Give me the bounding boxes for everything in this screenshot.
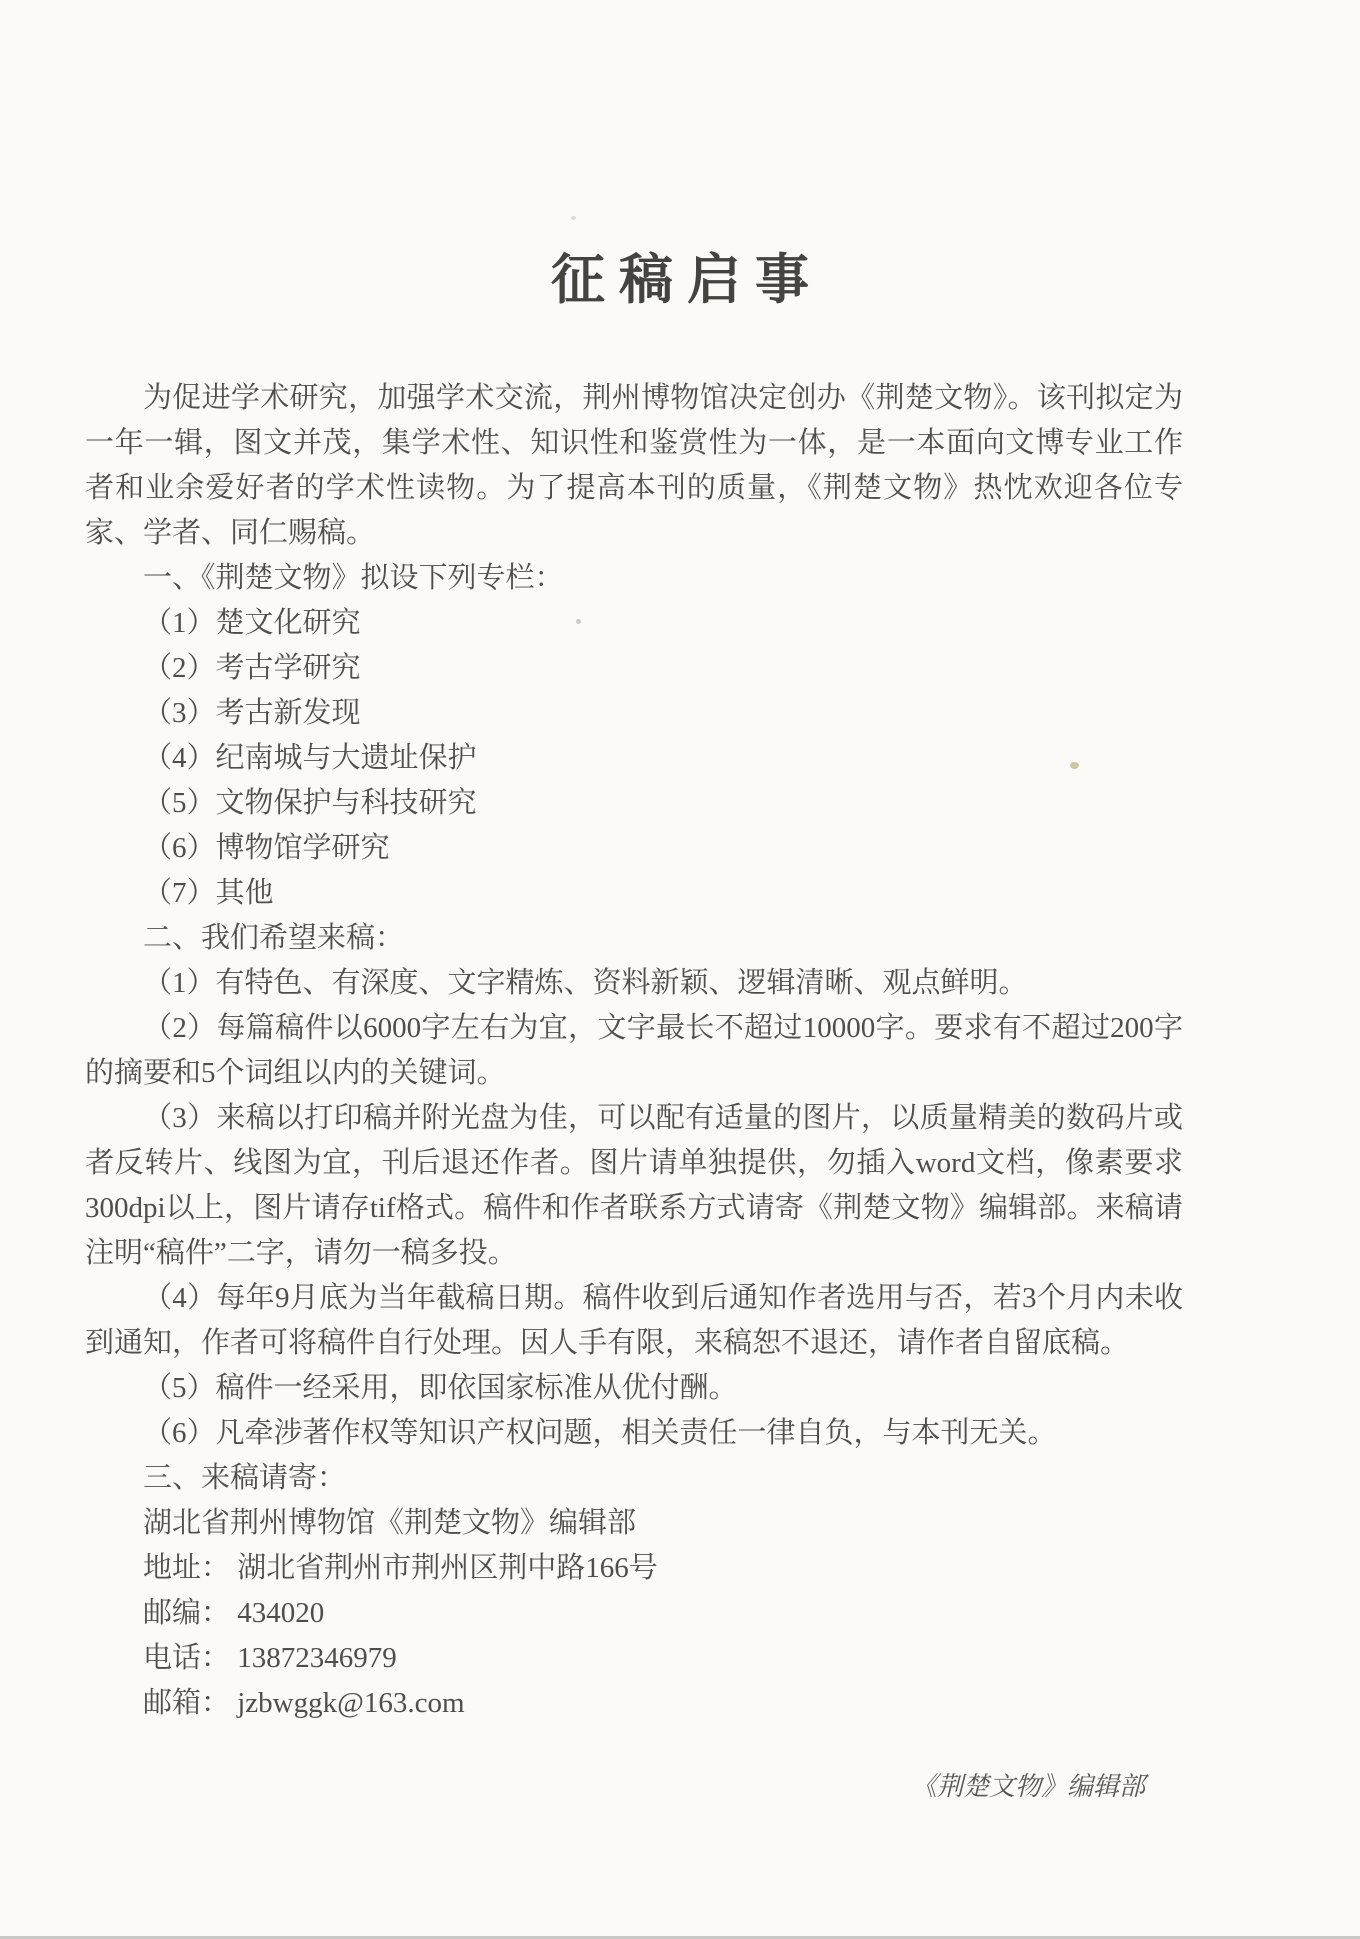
section-contact: [85, 1456, 1183, 1726]
section-2-item-5: （5）稿件一经采用，即依国家标准从优付酬。: [143, 1372, 738, 1404]
section-columns: [85, 556, 1183, 916]
section-1-item-5: （5）文物保护与科技研究: [143, 787, 477, 819]
section-1-heading: 一、《荆楚文物》拟设下列专栏：: [143, 562, 564, 594]
page-title: 征稿启事: [551, 250, 823, 310]
signature-editorial-department: 《荆楚文物》编辑部: [910, 1772, 1145, 1801]
section-1-item-1: （1）楚文化研究: [143, 607, 361, 639]
section-2-item-6: （6）凡牵涉著作权等知识产权问题，相关责任一律自负，与本刊无关。: [143, 1417, 1057, 1449]
scan-artifact-speck: [571, 216, 576, 220]
section-2-item-2: （2）每篇稿件以6000字左右为宜，文字最长不超过10000字。要求有不超过200字的摘要和5个词组以内的关键词。: [85, 1012, 1183, 1089]
section-2-item-3: （3）来稿以打印稿并附光盘为佳，可以配有适量的图片，以质量精美的数码片或者反转片、线图为宜，刊后退还作者。图片请单独提供，勿插入word文档，像素要求300dpi以上，图片请存tif格式。稿件和作者联系方式请寄《荆楚文物》编辑部。来稿请注明“稿件”二字，请勿一稿多投。: [85, 1102, 1183, 1269]
section-2-item-4: （4）每年9月底为当年截稿日期。稿件收到后通知作者选用与否，若3个月内未收到通知，作者可将稿件自行处理。因人手有限，来稿恕不退还，请作者自留底稿。: [85, 1282, 1183, 1359]
section-2-heading: 二、我们希望来稿：: [143, 922, 405, 954]
contact-address: 地址： 湖北省荆州市荆州区荆中路166号: [143, 1552, 658, 1584]
section-submission-requirements: [85, 916, 1183, 1456]
section-1-item-2: （2）考古学研究: [143, 652, 361, 684]
contact-editorial-office: 湖北省荆州博物馆《荆楚文物》编辑部: [143, 1507, 637, 1539]
intro-paragraph: 为促进学术研究，加强学术交流，荆州博物馆决定创办《荆楚文物》。该刊拟定为一年一辑，图文并茂，集学术性、知识性和鉴赏性为一体，是一本面向文博专业工作者和业余爱好者的学术性读物。为了提高本刊的质量，《荆楚文物》热忱欢迎各位专家、学者、同仁赐稿。: [85, 382, 1183, 549]
section-3-heading: 三、来稿请寄：: [143, 1462, 347, 1494]
contact-postcode: 邮编： 434020: [143, 1597, 325, 1629]
section-1-item-7: （7）其他: [143, 877, 274, 909]
scan-artifact-speck: [576, 619, 581, 624]
scan-artifact-speck: [1070, 762, 1079, 769]
section-1-item-3: （3）考古新发现: [143, 697, 361, 729]
contact-email: 邮箱： jzbwggk@163.com: [143, 1687, 465, 1719]
section-1-item-6: （6）博物馆学研究: [143, 832, 390, 864]
section-2-item-1: （1）有特色、有深度、文字精炼、资料新颖、逻辑清晰、观点鲜明。: [143, 967, 1028, 999]
contact-phone: 电话： 13872346979: [143, 1642, 397, 1674]
section-1-item-4: （4）纪南城与大遗址保护: [143, 742, 477, 774]
document-body: [85, 376, 1183, 1726]
